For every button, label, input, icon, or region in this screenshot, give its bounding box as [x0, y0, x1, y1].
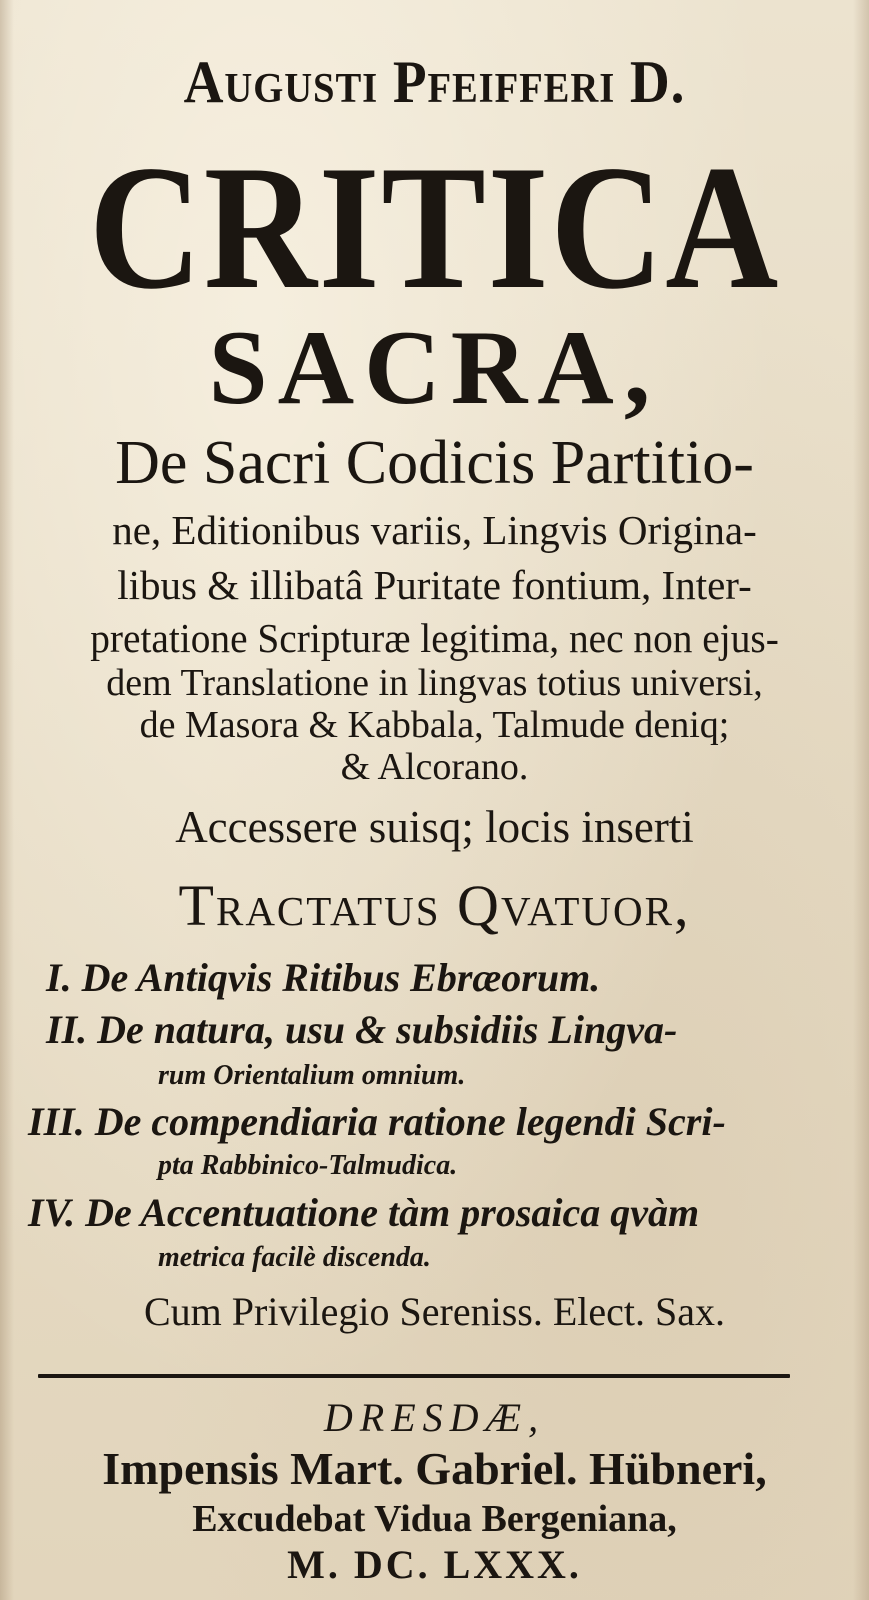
treatise-4: IV. De Accentuatione tàm prosaica qvàm	[28, 1190, 700, 1235]
title-critica: CRITICA	[88, 128, 781, 326]
treatise-3-continuation: pta Rabbinico-Talmudica.	[158, 1150, 458, 1181]
description-line-3: pretatione Scripturæ legitima, nec non ejus-	[90, 615, 779, 661]
imprint-city: DRESDÆ,	[323, 1395, 546, 1440]
description-line-1: ne, Editionibus variis, Lingvis Origina-	[112, 507, 757, 553]
horizontal-rule	[38, 1374, 790, 1378]
description-line-4: dem Translatione in lingvas totius universi,	[106, 662, 763, 704]
imprint-year: M. DC. LXXX.	[287, 1542, 582, 1587]
treatise-2-continuation: rum Orientalium omnium.	[158, 1060, 466, 1091]
page-edge-shadow-right	[853, 0, 869, 1600]
description-line-6: & Alcorano.	[340, 746, 529, 788]
imprint-printer: Excudebat Vidua Bergeniana,	[192, 1498, 677, 1540]
privilege-line: Cum Privilegio Sereniss. Elect. Sax.	[143, 1289, 726, 1334]
treatise-2: II. De natura, usu & subsidiis Lingva-	[46, 1007, 678, 1052]
accessere-line: Accessere suisq; locis inserti	[175, 802, 694, 852]
page-edge-shadow-left	[0, 0, 14, 1600]
title-sacra: SACRA,	[208, 309, 661, 426]
description-line-5: de Masora & Kabbala, Talmude deniq;	[139, 704, 730, 746]
treatise-4-continuation: metrica facilè discenda.	[158, 1242, 431, 1273]
tractatus-heading: Tractatus Qvatuor,	[178, 873, 691, 938]
imprint-publisher: Impensis Mart. Gabriel. Hübneri,	[102, 1443, 767, 1494]
subtitle-line: De Sacri Codicis Partitio-	[115, 429, 754, 497]
treatise-1: I. De Antiqvis Ritibus Ebræorum.	[46, 955, 601, 1000]
description-line-2: libus & illibatâ Puritate fontium, Inter-	[117, 562, 752, 608]
treatise-3: III. De compendiaria ratione legendi Scri-	[28, 1099, 726, 1144]
author-line: Augusti Pfeifferi D.	[183, 49, 686, 115]
